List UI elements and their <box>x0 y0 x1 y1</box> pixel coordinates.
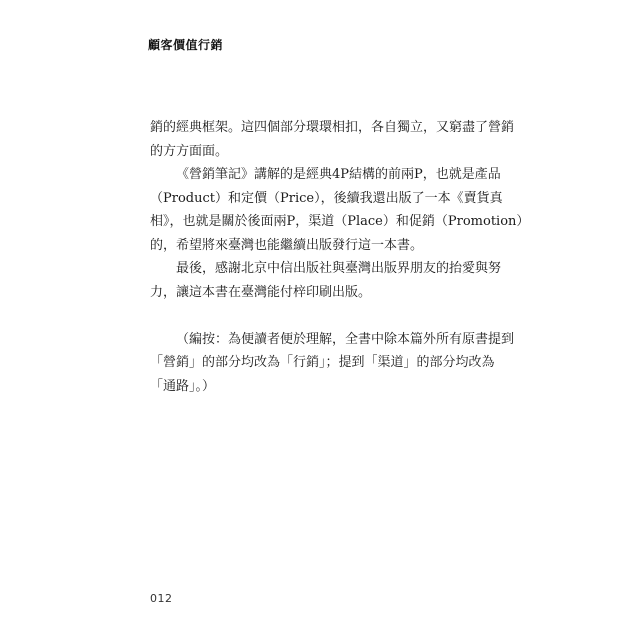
text-line: 相》，也就是關於後面兩P，渠道（Place）和促銷（Promotion） <box>150 214 530 229</box>
text-line: 最後，感謝北京中信出版社與臺灣出版界朋友的抬愛與努 <box>176 261 502 276</box>
text-line: 的，希望將來臺灣也能繼續出版發行這一本書。 <box>150 237 424 253</box>
text-line: 《營銷筆記》講解的是經典4P結構的前兩P，也就是產品 <box>176 167 501 182</box>
text-line: （Product）和定價（Price），後續我還出版了一本《賣貨真 <box>150 190 503 206</box>
running-header: 顧客價值行銷 <box>148 38 224 52</box>
body-text <box>150 116 530 398</box>
text-line: （編按：為便讀者便於理解，全書中除本篇外所有原書提到 <box>176 331 515 347</box>
text-line: 的方方面面。 <box>150 143 229 159</box>
paragraph-spacer <box>150 304 495 328</box>
text-line: 銷的經典框架。這四個部分環環相扣，各自獨立，又窮盡了營銷 <box>150 120 515 135</box>
text-line: 「營銷」的部分均改為「行銷」；提到「渠道」的部分均改為 <box>150 355 495 370</box>
text-line: 力，讓這本書在臺灣能付梓印刷出版。 <box>150 284 372 300</box>
text-line: 「通路」。） <box>150 378 216 394</box>
page-number: 012 <box>150 592 173 605</box>
